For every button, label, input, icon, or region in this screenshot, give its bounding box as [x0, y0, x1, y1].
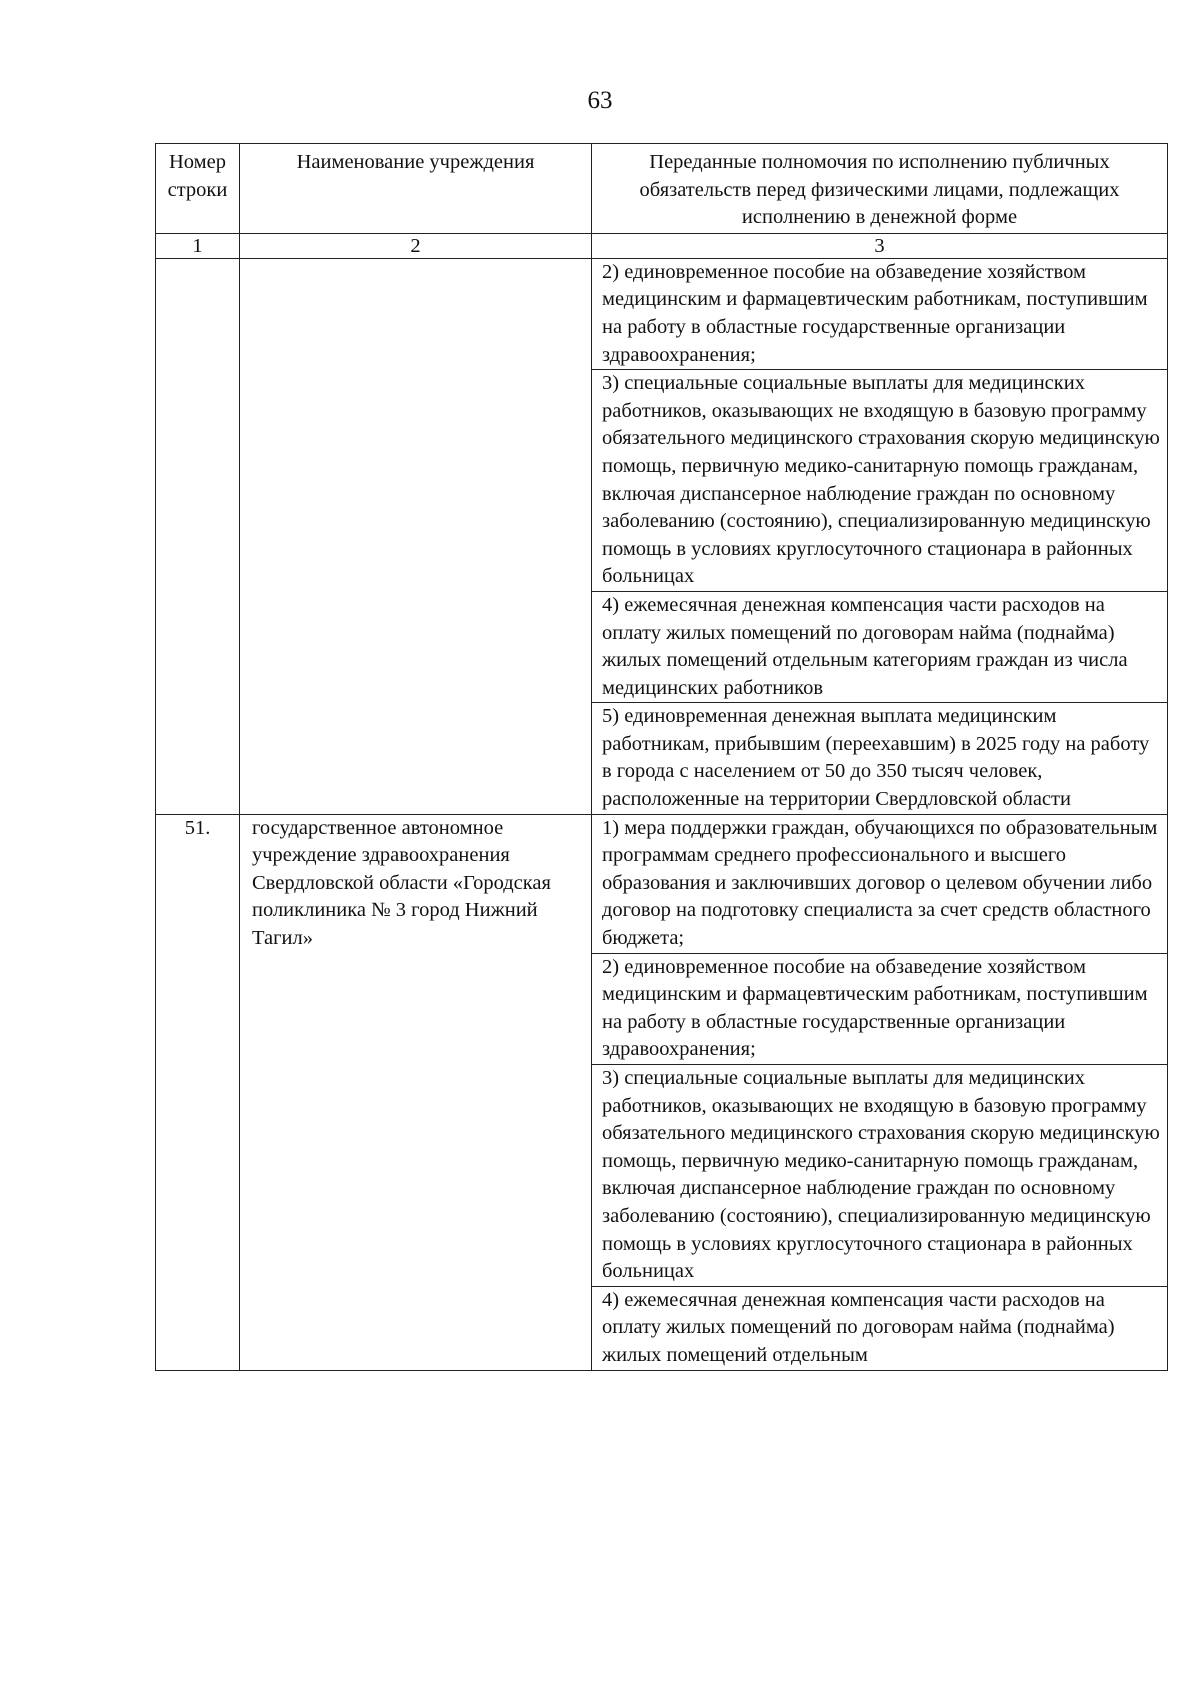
institution-name: государственное автономное учреждение здравоохранения Свердловской области «Городская поликлиника № 3 город Нижний Тагил» [252, 816, 551, 950]
column-number-1: 1 [156, 233, 240, 258]
header-cell-powers [592, 144, 1168, 234]
power-entry: 2) единовременное пособие на обзаведение хозяйством медицинским и фармацевтическим работникам, поступившим на работу в областные государственные организации здравоохранения; [592, 953, 1167, 1064]
authority-table [155, 143, 1168, 1371]
header-cell-name [240, 144, 592, 234]
power-entry: 5) единовременная денежная выплата медицинским работникам, прибывшим (переехавшим) в 2025 году на работу в города с населением от 50 до 350 тысяч человек, расположенные на территории Свердловской области [592, 702, 1167, 813]
column-number-3: 3 [592, 233, 1168, 258]
institution-name-cell [240, 814, 592, 1370]
header-institution-name: Наименование учреждения [296, 151, 535, 173]
power-entry: 1) мера поддержки граждан, обучающихся по образовательным программам среднего профессионального и высшего образования и заключивших договор о целевом обучении либо договор на подготовку специалиста за счет средств областного бюджета; [602, 816, 1158, 950]
page-number: 63 [587, 87, 613, 114]
table-row [156, 258, 1168, 814]
column-number-2: 2 [240, 233, 592, 258]
power-entry: 2) единовременное пособие на обзаведение хозяйством медицинским и фармацевтическим работникам, поступившим на работу в областные государственные организации здравоохранения; [602, 260, 1148, 366]
powers-cell [592, 814, 1168, 1370]
header-cell-number [156, 144, 240, 234]
header-row-number: Номер строки [167, 151, 228, 201]
row-number-cell [156, 814, 240, 1370]
power-entry: 4) ежемесячная денежная компенсация части расходов на оплату жилых помещений по договорам найма (поднайма) жилых помещений отдельным категориям граждан из числа медицинских работников [592, 591, 1167, 702]
power-entry: 3) специальные социальные выплаты для медицинских работников, оказывающих не входящую в базовую программу обязательного медицинского страхования скорую медицинскую помощь, первичную медико-санитарную помощь гражданам, включая диспансерное наблюдение граждан по основному заболеванию (состоянию), специализированную медицинскую помощь в условиях круглосуточного стационара в районных больницах [592, 1064, 1167, 1286]
column-number-row [156, 233, 1168, 258]
row-number-cell [156, 258, 240, 814]
institution-name-cell [240, 258, 592, 814]
powers-cell [592, 258, 1168, 814]
table-row [156, 814, 1168, 1370]
header-transferred-powers: Переданные полномочия по исполнению публичных обязательств перед физическими лицами, подлежащих исполнению в денежной форме [639, 151, 1120, 229]
header-row [156, 144, 1168, 234]
power-entry: 3) специальные социальные выплаты для медицинских работников, оказывающих не входящую в базовую программу обязательного медицинского страхования скорую медицинскую помощь, первичную медико-санитарную помощь гражданам, включая диспансерное наблюдение граждан по основному заболеванию (состоянию), специализированную медицинскую помощь в условиях круглосуточного стационара в районных больницах [592, 369, 1167, 591]
power-entry: 4) ежемесячная денежная компенсация части расходов на оплату жилых помещений по договорам найма (поднайма) жилых помещений отдельным [592, 1286, 1167, 1370]
row-number: 51. [184, 816, 211, 839]
